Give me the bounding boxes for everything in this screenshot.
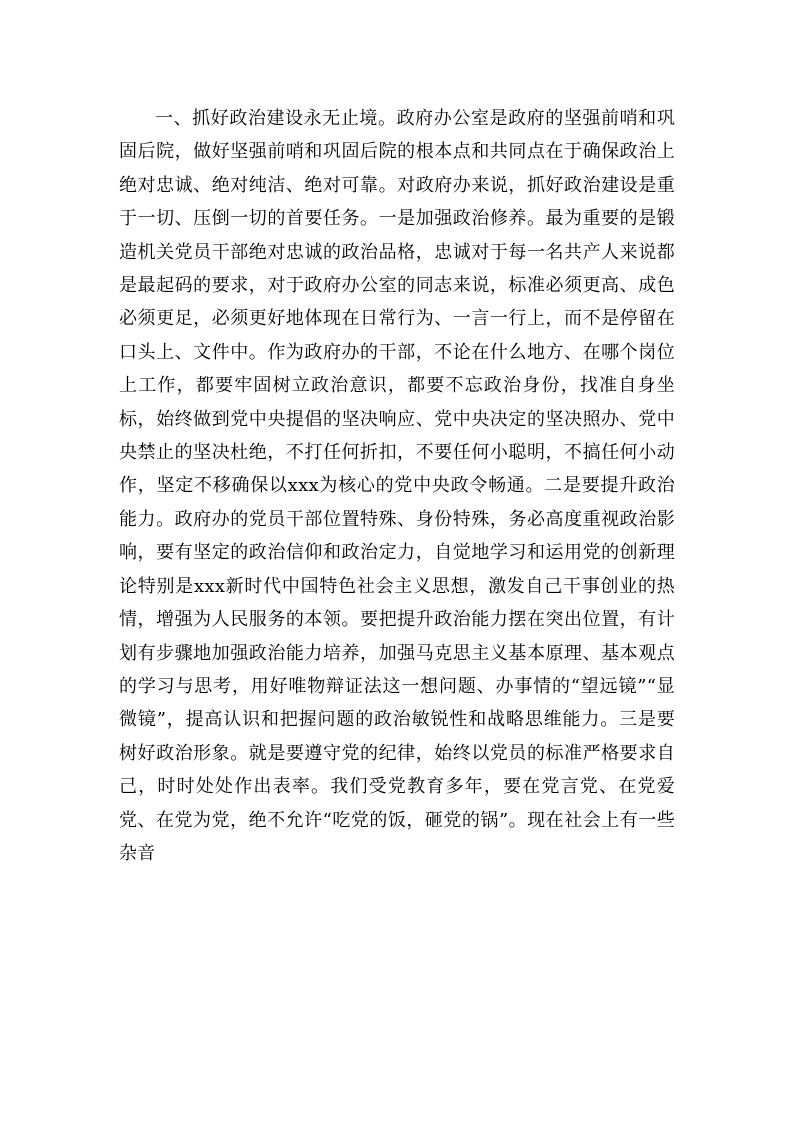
document-body	[119, 102, 675, 870]
body-paragraph: 一、抓好政治建设永无止境。政府办公室是政府的坚强前哨和巩固后院，做好坚强前哨和巩固后院的根本点和共同点在于确保政治上绝对忠诚、绝对纯洁、绝对可靠。对政府办来说，抓好政治建设是重于一切、压倒一切的首要任务。一是加强政治修养。最为重要的是锻造机关党员干部绝对忠诚的政治品格，忠诚对于每一名共产人来说都是最起码的要求，对于政府办公室的同志来说，标准必须更高、成色必须更足，必须更好地体现在日常行为、一言一行上，而不是停留在口头上、文件中。作为政府办的干部，不论在什么地方、在哪个岗位上工作，都要牢固树立政治意识，都要不忘政治身份，找准自身坐标，始终做到党中央提倡的坚决响应、党中央决定的坚决照办、党中央禁止的坚决杜绝，不打任何折扣，不要任何小聪明，不搞任何小动作，坚定不移确保以xxx为核心的党中央政令畅通。二是要提升政治能力。政府办的党员干部位置特殊、身份特殊，务必高度重视政治影响，要有坚定的政治信仰和政治定力，自觉地学习和运用党的创新理论特别是xxx新时代中国特色社会主义思想，激发自己干事创业的热情，增强为人民服务的本领。要把提升政治能力摆在突出位置，有计划有步骤地加强政治能力培养，加强马克思主义基本原理、基本观点的学习与思考，用好唯物辩证法这一想问题、办事情的“望远镜”“显微镜”，提高认识和把握问题的政治敏锐性和战略思维能力。三是要树好政治形象。就是要遵守党的纪律，始终以党员的标准严格要求自己，时时处处作出表率。我们受党教育多年，要在党言党、在党爱党、在党为党，绝不允许“吃党的饭，砸党的锅”。现在社会上有一些杂音	[119, 108, 675, 864]
